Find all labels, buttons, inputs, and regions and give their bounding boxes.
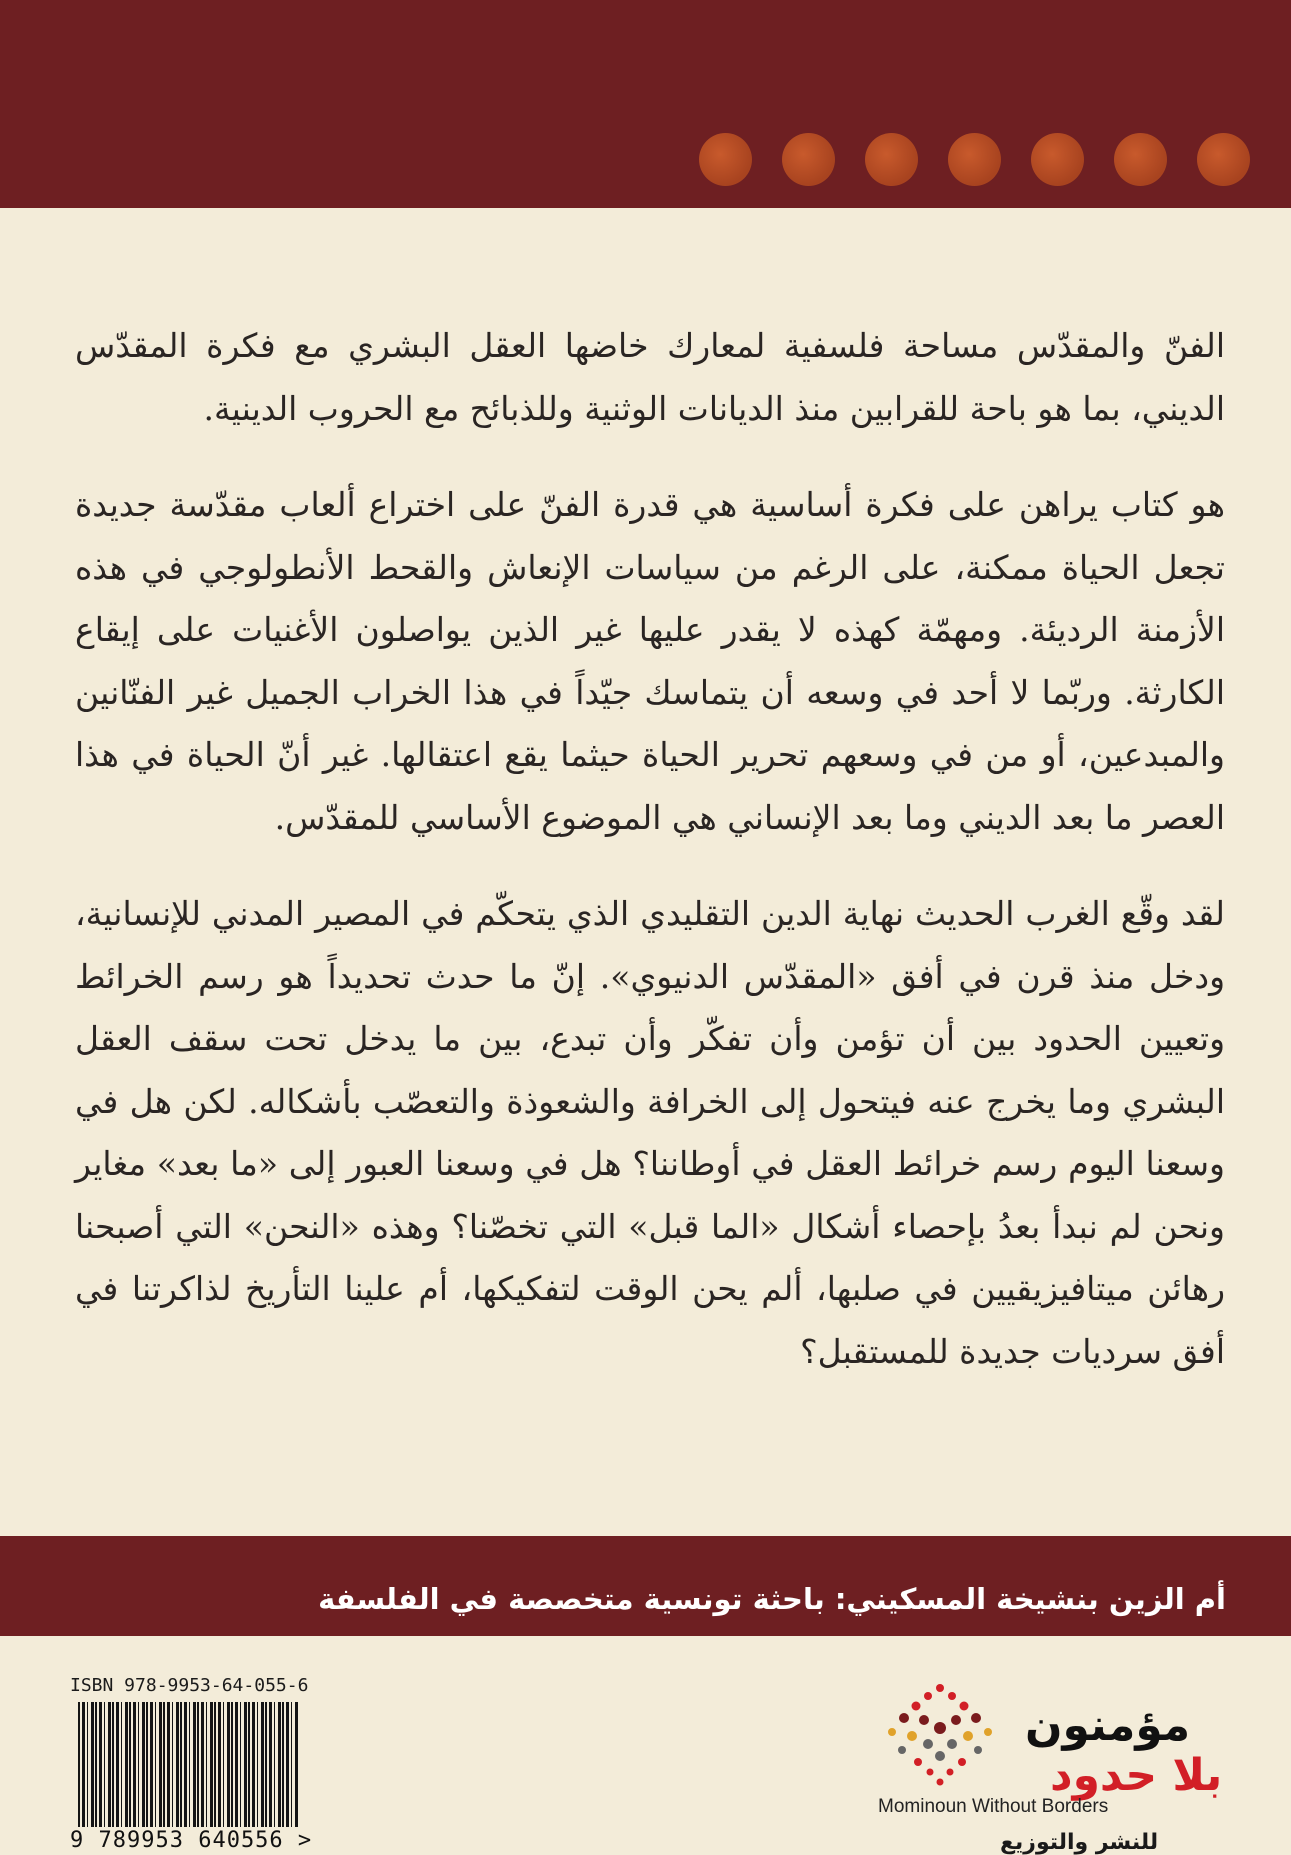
barcode-icon [78, 1702, 298, 1827]
blurb-paragraph-1: الفنّ والمقدّس مساحة فلسفية لمعارك خاضها العقل البشري مع فكرة المقدّس الديني، بما هو باحة للقرابين منذ الديانات الوثنية وللذبائح مع الحروب الدينية. [75, 326, 1225, 428]
dot-icon [699, 133, 752, 186]
top-band [0, 0, 1291, 208]
dot-icon [1114, 133, 1167, 186]
publisher-name-ar-line2: بلا حدود [1050, 1750, 1223, 1801]
publisher-name-en: Mominoun Without Borders [878, 1796, 1109, 1817]
publisher-logo-icon [880, 1680, 1000, 1790]
dot-icon [1031, 133, 1084, 186]
blurb-paragraph-3: لقد وقّع الغرب الحديث نهاية الدين التقليدي الذي يتحكّم في المصير المدني للإنسانية، ودخل منذ قرن في أفق «المقدّس الدنيوي». إنّ ما حدث تحديداً هو رسم الخرائط وتعيين الحدود بين أن تؤمن وأن تفكّر وأن تبدع، بين ما يدخل تحت سقف العقل البشري وما يخرج عنه فيتحول إلى الخرافة والشعوذة والتعصّب بأشكاله. لكن هل في وسعنا اليوم رسم خرائط العقل في أوطاننا؟ هل في وسعنا العبور إلى «ما بعد» مغاير ونحن لم نبدأ بعدُ بإحصاء أشكال «الما قبل» التي تخصّنا؟ وهذه «النحن» التي أصبحنا رهائن ميتافيزيقيين في صلبها، ألم يحن الوقت لتفكيكها، أم علينا التأريخ لذاكرتنا في أفق سرديات جديدة للمستقبل؟ [75, 894, 1225, 1371]
dot-icon [1197, 133, 1250, 186]
isbn-label: ISBN 978-9953-64-055-6 [70, 1675, 309, 1696]
decorative-dots [600, 134, 1250, 184]
barcode-digits: 9 789953 640556 > [70, 1828, 313, 1853]
blurb-paragraph-2: هو كتاب يراهن على فكرة أساسية هي قدرة الفنّ على اختراع ألعاب مقدّسة جديدة تجعل الحياة ممكنة، على الرغم من سياسات الإنعاش والقحط الأنطولوجي في هذه الأزمنة الرديئة. ومهمّة كهذه لا يقدر عليها غير الذين يواصلون الأغنيات على إيقاع الكارثة. وربّما لا أحد في وسعه أن يتماسك جيّداً في هذا الخراب الجميل غير الفنّانين والمبدعين، أو من في وسعهم تحرير الحياة حيثما يقع اعتقالها. غير أنّ الحياة في هذا العصر ما بعد الديني وما بعد الإنساني هي الموضوع الأساسي للمقدّس. [75, 485, 1225, 837]
dot-icon [782, 133, 835, 186]
dot-icon [865, 133, 918, 186]
dot-icon [948, 133, 1001, 186]
blurb-text [75, 315, 1225, 1417]
author-bio: أم الزين بنشيخة المسكيني: باحثة تونسية متخصصة في الفلسفة [318, 1582, 1226, 1616]
publisher-subtitle: للنشر والتوزيع [1000, 1830, 1159, 1855]
publisher-name-ar-line1: مؤمنون [1025, 1700, 1191, 1751]
